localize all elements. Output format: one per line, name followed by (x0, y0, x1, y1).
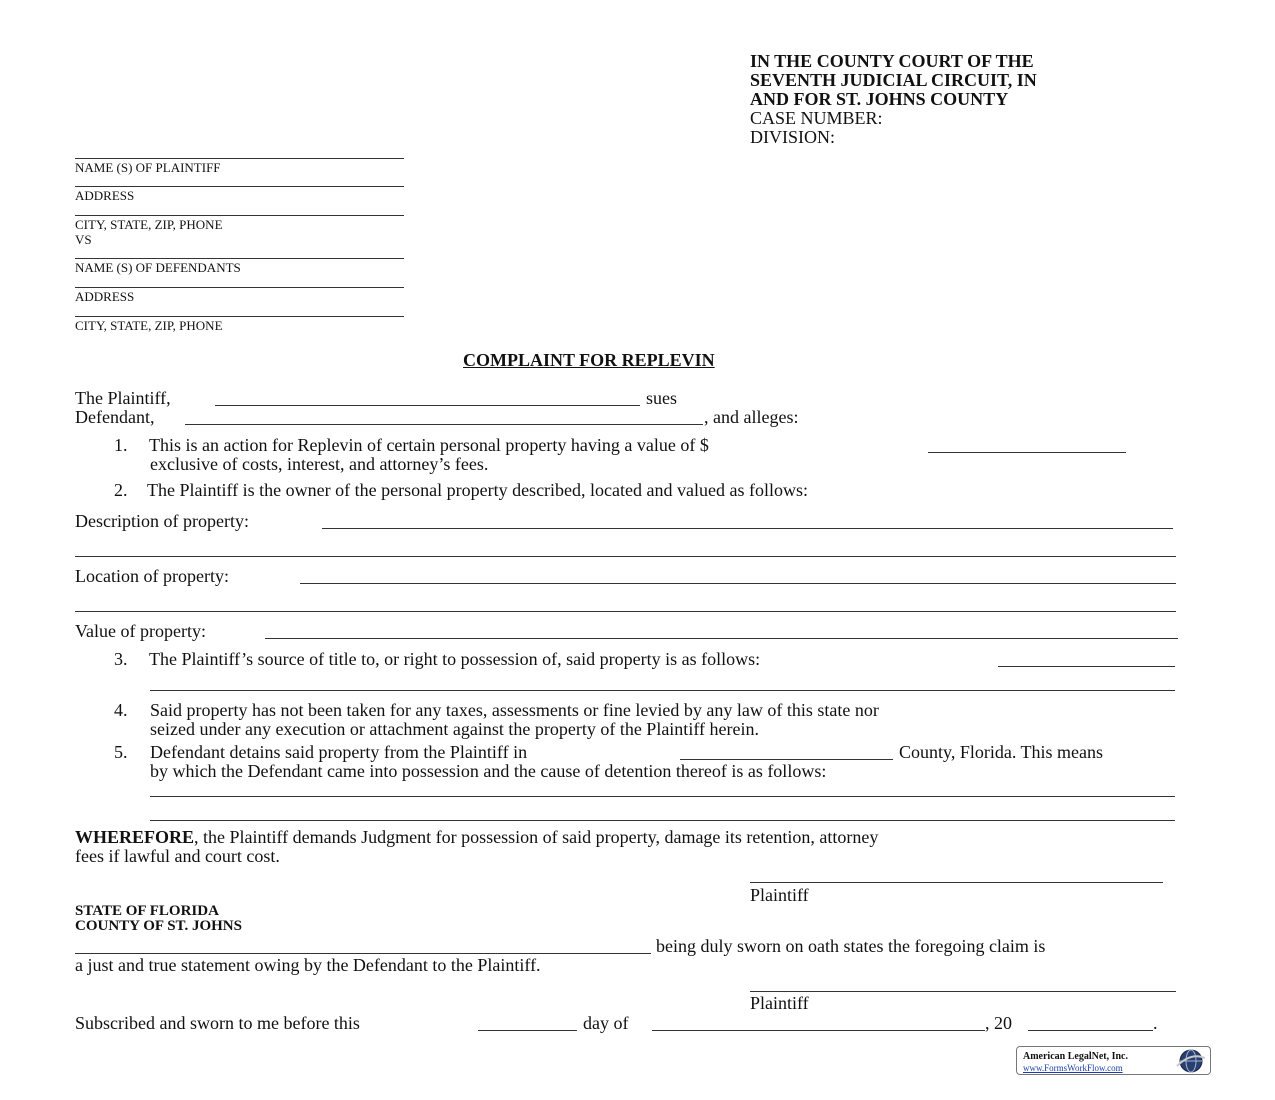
defendant-address-label: ADDRESS (75, 289, 135, 304)
intro-alleges: , and alleges: (704, 407, 799, 427)
plaintiff-address-line[interactable] (75, 186, 404, 187)
affiant-name-blank[interactable] (75, 953, 651, 954)
item-5-number: 5. (114, 742, 128, 762)
location-blank-2[interactable] (75, 611, 1176, 612)
item-5-text: Defendant detains said property from the Plaintiff in (150, 742, 528, 762)
item-4-text-cont: seized under any execution or attachment against the property of the Plaintiff herein. (150, 719, 759, 739)
defendant-address-line[interactable] (75, 287, 404, 288)
defendant-name-label: NAME (S) OF DEFENDANTS (75, 260, 241, 275)
vs-label: VS (75, 232, 92, 247)
plaintiff-name-line[interactable] (75, 158, 404, 159)
wherefore-line-1 (75, 828, 878, 846)
globe-logo-icon (1173, 1048, 1207, 1074)
item-5-text-cont: by which the Defendant came into possession and the cause of detention thereof is as follows: (150, 761, 827, 781)
month-blank[interactable] (652, 1030, 985, 1031)
year-blank[interactable] (1028, 1030, 1153, 1031)
description-label: Description of property: (75, 511, 249, 531)
plaintiff-name-label: NAME (S) OF PLAINTIFF (75, 160, 221, 175)
wherefore-text: , the Plaintiff demands Judgment for possession of said property, damage its retention, attorney (194, 827, 879, 847)
sworn-text: being duly sworn on oath states the foregoing claim is (656, 936, 1046, 956)
item-2-text: The Plaintiff is the owner of the personal property described, located and valued as follows: (147, 480, 808, 500)
plaintiff-city-label: CITY, STATE, ZIP, PHONE (75, 217, 223, 232)
item-4-number: 4. (114, 700, 128, 720)
defendant-city-label: CITY, STATE, ZIP, PHONE (75, 318, 223, 333)
year-period: . (1153, 1013, 1158, 1033)
description-blank-2[interactable] (75, 556, 1176, 557)
day-blank[interactable] (478, 1030, 577, 1031)
location-blank-1[interactable] (300, 583, 1176, 584)
court-line-3: AND FOR ST. JOHNS COUNTY (750, 89, 1009, 109)
court-line-1: IN THE COUNTY COURT OF THE (750, 51, 1034, 71)
plaintiff-signature-line-1[interactable] (750, 882, 1163, 883)
logo-url[interactable]: www.FormsWorkFlow.com (1023, 1063, 1123, 1073)
court-line-2: SEVENTH JUDICIAL CIRCUIT, IN (750, 70, 1037, 90)
property-value-blank[interactable] (928, 452, 1126, 453)
wherefore-bold: WHEREFORE (75, 827, 195, 847)
plaintiff-name-blank[interactable] (215, 405, 640, 406)
county-label: COUNTY OF ST. JOHNS (75, 918, 242, 934)
sworn-text-cont: a just and true statement owing by the Defendant to the Plaintiff. (75, 955, 541, 975)
subscribed-text: Subscribed and sworn to me before this (75, 1013, 360, 1033)
plaintiff-signature-label-1: Plaintiff (750, 885, 809, 905)
case-number-label: CASE NUMBER: (750, 108, 883, 128)
location-label: Location of property: (75, 566, 229, 586)
title-source-blank-1[interactable] (998, 666, 1175, 667)
value-label: Value of property: (75, 621, 206, 641)
detention-blank-1[interactable] (150, 796, 1175, 797)
description-blank-1[interactable] (322, 528, 1173, 529)
wherefore-line-2: fees if lawful and court cost. (75, 846, 280, 866)
american-legalnet-logo[interactable] (1016, 1046, 1211, 1075)
intro-plaintiff-prefix: The Plaintiff, (75, 388, 171, 408)
defendant-name-line[interactable] (75, 258, 404, 259)
state-label: STATE OF FLORIDA (75, 903, 219, 919)
item-5-text-county: County, Florida. This means (899, 742, 1103, 762)
value-blank[interactable] (265, 638, 1178, 639)
day-of-text: day of (583, 1013, 629, 1033)
plaintiff-signature-label-2: Plaintiff (750, 993, 809, 1013)
document-title: COMPLAINT FOR REPLEVIN (463, 350, 715, 370)
item-1-text: This is an action for Replevin of certain personal property having a value of $ (149, 435, 709, 455)
defendant-city-line[interactable] (75, 316, 404, 317)
detention-blank-2[interactable] (150, 820, 1175, 821)
intro-defendant-prefix: Defendant, (75, 407, 155, 427)
logo-brand: American LegalNet, Inc. (1023, 1051, 1128, 1062)
year-prefix: , 20 (985, 1013, 1012, 1033)
item-3-number: 3. (114, 649, 128, 669)
plaintiff-city-line[interactable] (75, 215, 404, 216)
item-4-text: Said property has not been taken for any taxes, assessments or fine levied by any law of this state nor (150, 700, 879, 720)
intro-sues: sues (646, 388, 677, 408)
plaintiff-signature-line-2[interactable] (750, 991, 1176, 992)
defendant-name-blank[interactable] (185, 424, 703, 425)
item-1-text-cont: exclusive of costs, interest, and attorney’s fees. (150, 454, 489, 474)
title-source-blank-2[interactable] (150, 690, 1175, 691)
plaintiff-address-label: ADDRESS (75, 188, 135, 203)
item-3-text: The Plaintiff’s source of title to, or right to possession of, said property is as follows: (149, 649, 761, 669)
county-blank[interactable] (680, 759, 893, 760)
division-label: DIVISION: (750, 127, 835, 147)
item-2-number: 2. (114, 480, 128, 500)
item-1-number: 1. (114, 435, 128, 455)
